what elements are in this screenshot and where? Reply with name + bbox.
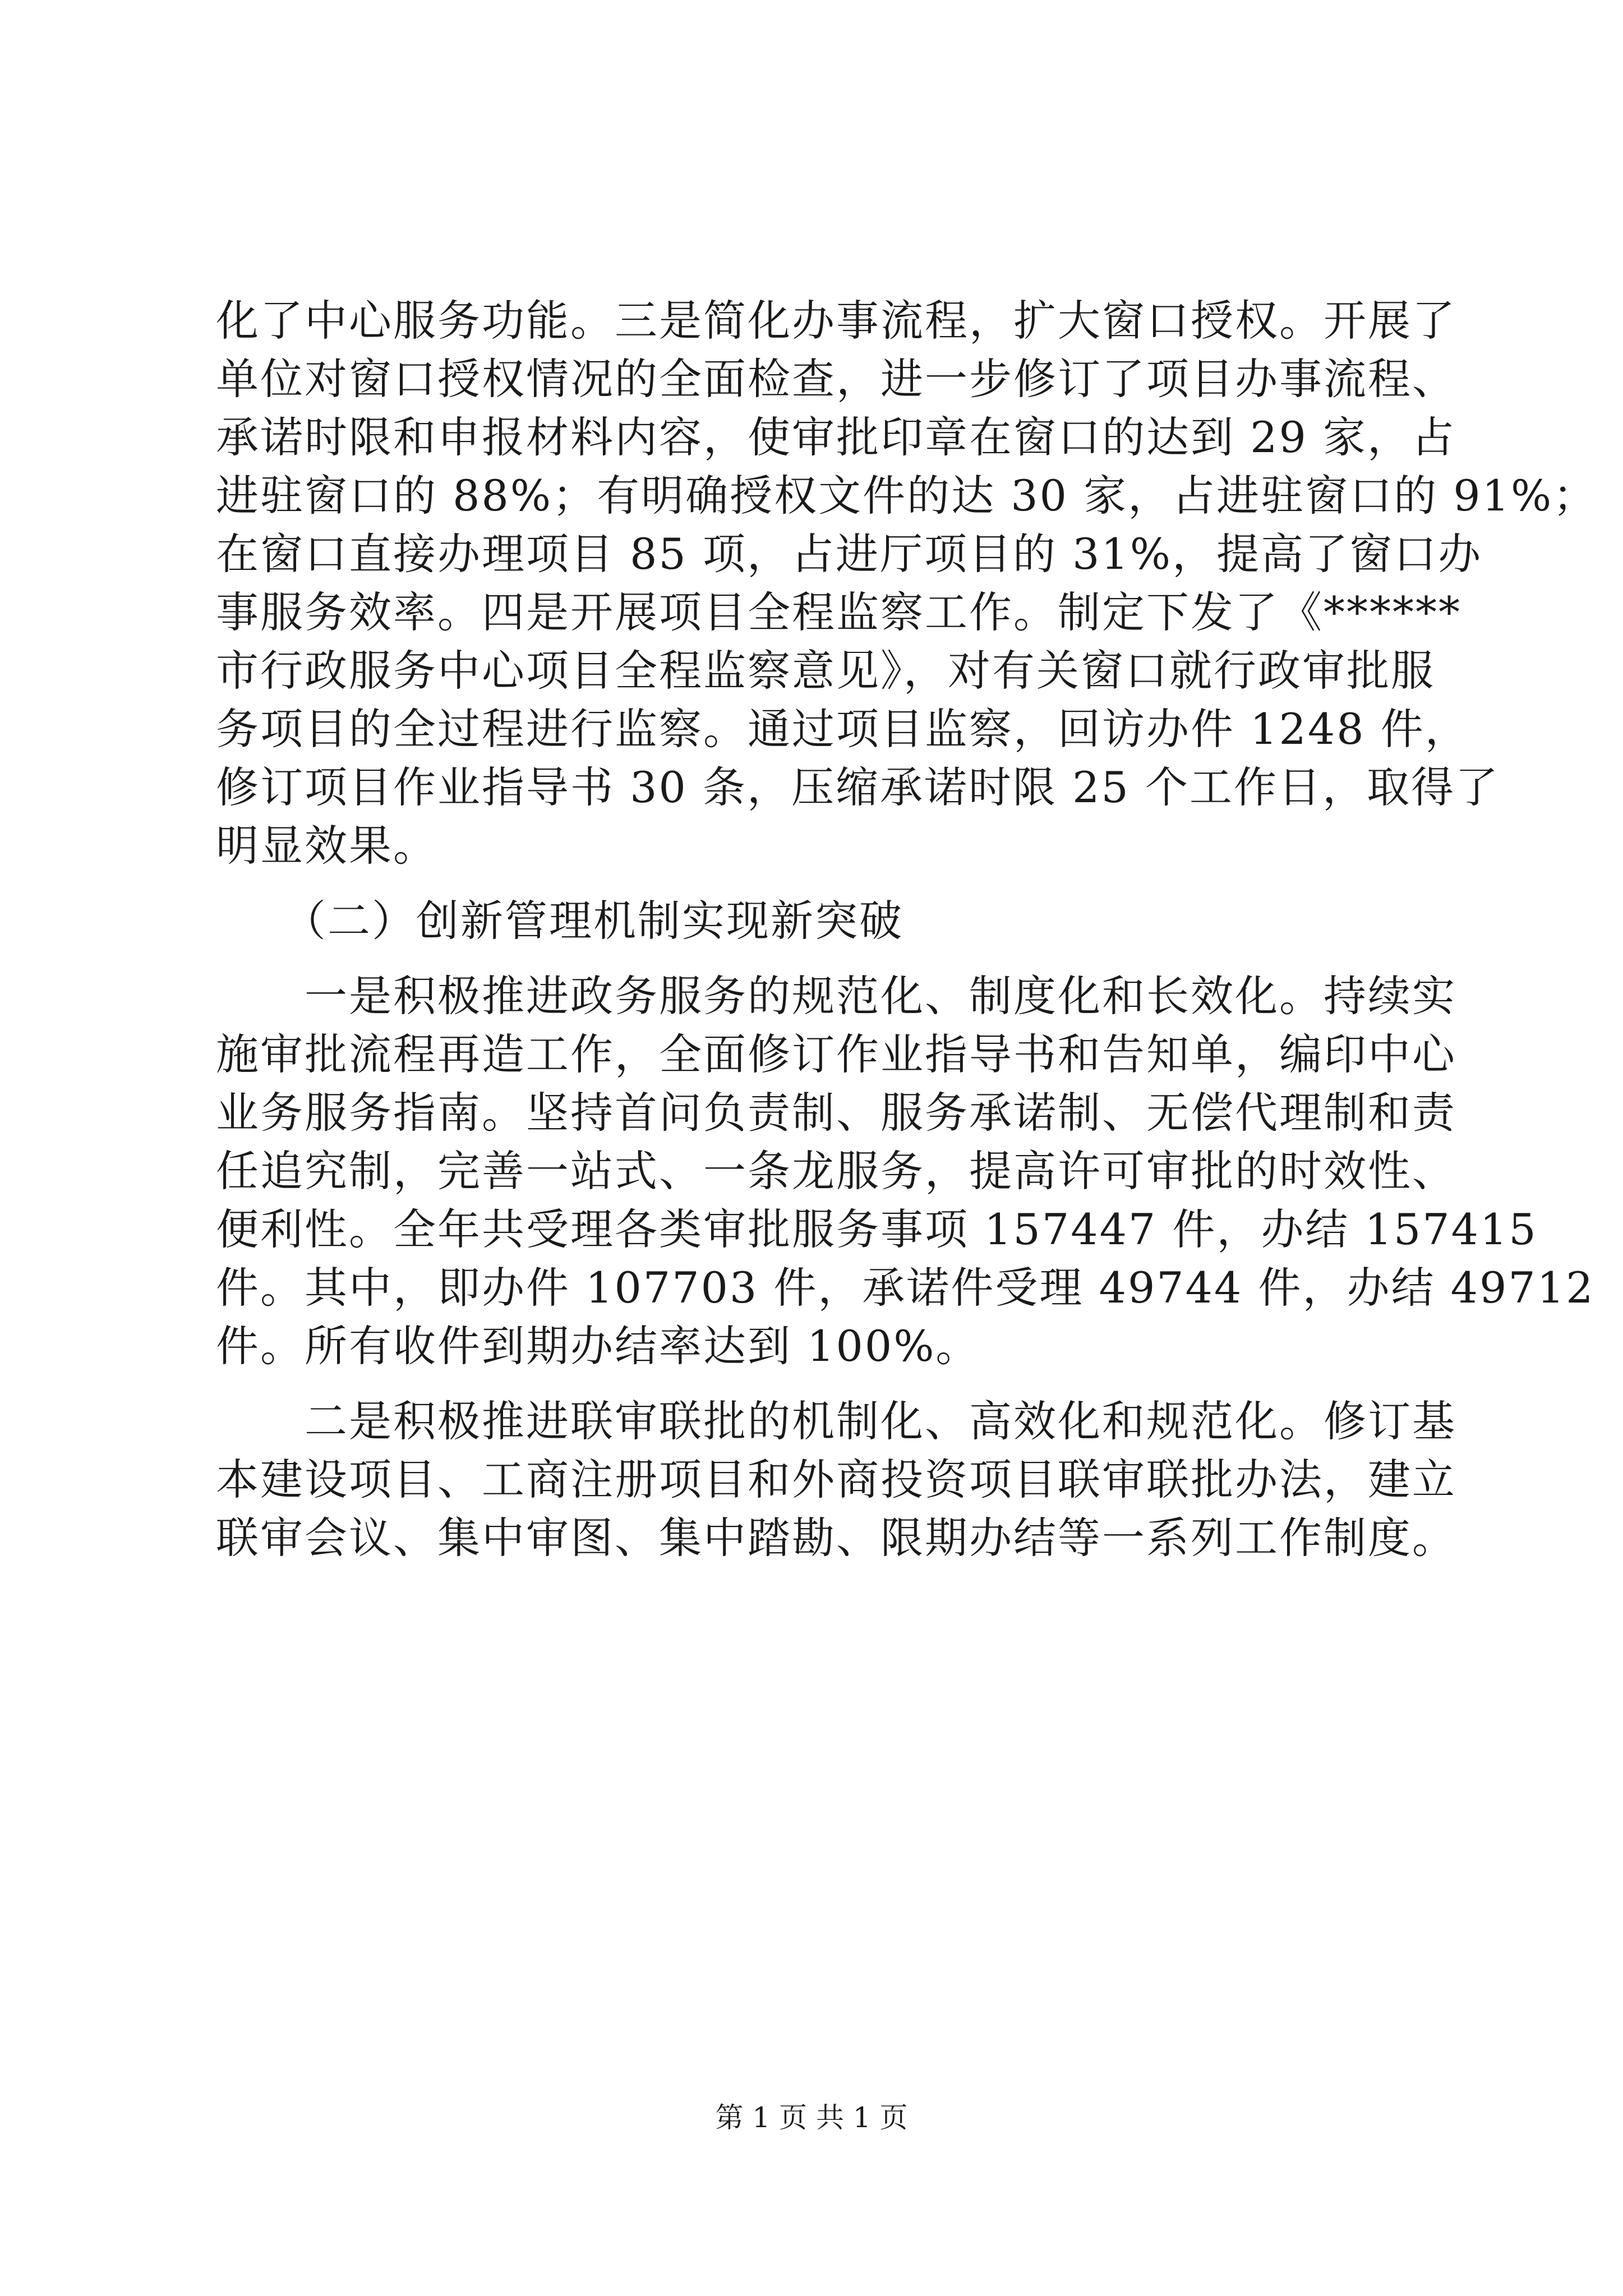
text-line: 业务服务指南。坚持首问负责制、服务承诺制、无偿代理制和责 xyxy=(216,1088,1456,1138)
body-text xyxy=(216,292,1598,1567)
text-line: 市行政服务中心项目全程监察意见》，对有关窗口就行政审批服 xyxy=(216,646,1435,696)
text-line: 联审会议、集中审图、集中踏勘、限期办结等一系列工作制度。 xyxy=(216,1513,1456,1563)
text-line: 便利性。全年共受理各类审批服务事项 157447 件，办结 157415 xyxy=(216,1204,1538,1254)
text-line: 务项目的全过程进行监察。通过项目监察，回访办件 1248 件， xyxy=(216,704,1469,754)
text-line: 在窗口直接办理项目 85 项，占进厅项目的 31%，提高了窗口办 xyxy=(216,529,1483,579)
text-line: 本建设项目、工商注册项目和外商投资项目联审联批办法，建立 xyxy=(216,1455,1456,1504)
text-line: 进驻窗口的 88%；有明确授权文件的达 30 家，占进驻窗口的 91%； xyxy=(216,471,1598,521)
section-heading: （二）创新管理机制实现新突破 xyxy=(216,896,903,946)
text-line: 明显效果。 xyxy=(216,821,437,871)
text-line: 一是积极推进政务服务的规范化、制度化和长效化。持续实 xyxy=(216,971,1456,1021)
text-line: 承诺时限和申报材料内容，使审批印章在窗口的达到 29 家，占 xyxy=(216,412,1456,462)
text-line: 化了中心服务功能。三是简化办事流程，扩大窗口授权。开展了 xyxy=(216,296,1456,346)
text-line: 事服务效率。四是开展项目全程监察工作。制定下发了《****** xyxy=(216,587,1461,637)
text-line: 件。所有收件到期办结率达到 100%。 xyxy=(216,1321,980,1371)
page-number-footer: 第 1 页 共 1 页 xyxy=(715,2101,908,2134)
text-line: 二是积极推进联审联批的机制化、高效化和规范化。修订基 xyxy=(216,1396,1456,1446)
text-line: 修订项目作业指导书 30 条，压缩承诺时限 25 个工作日，取得了 xyxy=(216,762,1500,812)
text-line: 任追究制，完善一站式、一条龙服务，提高许可审批的时效性、 xyxy=(216,1146,1456,1196)
text-line: 施审批流程再造工作，全面修订作业指导书和告知单，编印中心 xyxy=(216,1029,1456,1079)
text-line: 单位对窗口授权情况的全面检查，进一步修订了项目办事流程、 xyxy=(216,354,1456,404)
text-line: 件。其中，即办件 107703 件，承诺件受理 49744 件，办结 49712 xyxy=(216,1263,1595,1313)
